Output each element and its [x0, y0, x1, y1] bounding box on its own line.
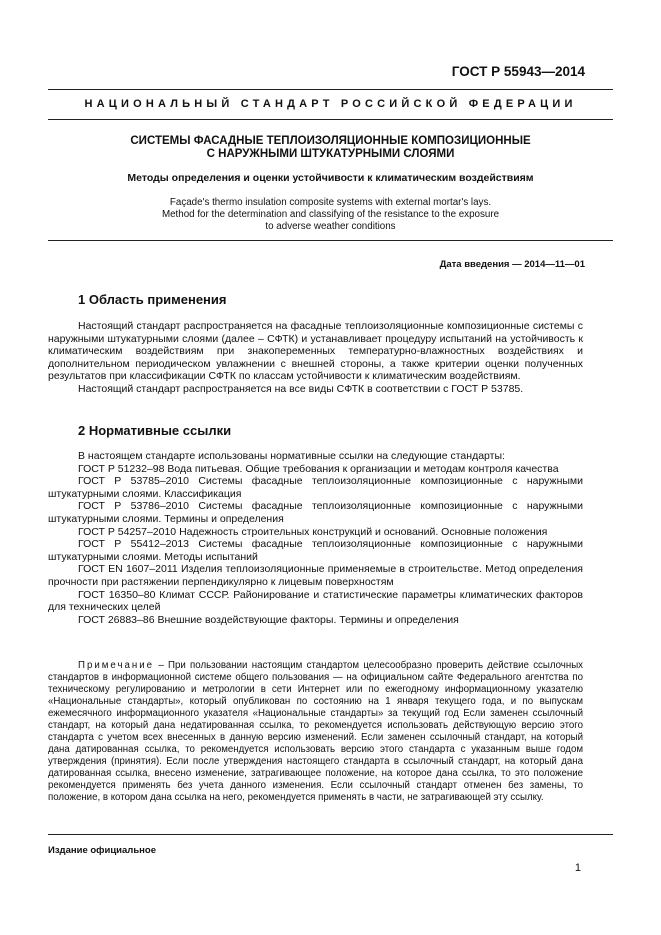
reference-item: ГОСТ Р 53786–2010 Системы фасадные теплоизоляционные композиционные с наружными штукатурными слоями. Термины и определения: [48, 500, 583, 525]
section-1-heading: 1 Область применения: [78, 292, 227, 307]
note-label: Примечание: [78, 660, 155, 671]
title-line-2: С НАРУЖНЫМИ ШТУКАТУРНЫМИ СЛОЯМИ: [206, 148, 455, 160]
header-divider: [48, 89, 613, 90]
subtitle-divider: [48, 240, 613, 241]
reference-item: ГОСТ Р 54257–2010 Надежность строительных конструкций и оснований. Основные положения: [78, 525, 548, 538]
document-subtitle: Методы определения и оценки устойчивости к климатическим воздействиям: [127, 172, 534, 184]
document-title: [48, 135, 613, 161]
note-text: – При пользовании настоящим стандартом целесообразно проверить действие ссылочных стандартов в информационной системе общего пользования — на официальном сайте Федерального агентства по техническому регулированию и метрологии в сети Интернет или по ежегодному информационному указателю «Национальные стандарты», который опубликован по состоянию на 1 января текущего года, и по выпускам ежемесячного информационного указателя «Национальные стандарты» за текущий год Если заменен ссылочный стандарт, на который дана недатированная ссылка, то рекомендуется использовать действующую версию этого стандарта с учетом всех внесенных в данную версию изменений. Если заменен ссылочный стандарт, на который дана датированная ссылка, то рекомендуется использовать версию этого стандарта с указанным выше годом утверждения (принятия). Если после утверждения настоящего стандарта в ссылочный стандарт, на который дана датированная ссылка, внесено изменение, затрагивающее положение, на которое дана ссылка, то это положение рекомендуется применять без учета данного изменения. Если ссылочный стандарт отменен без замены, то положение, в котором дана ссылка на него, рекомендуется применять в части, не затрагивающей эту ссылку.: [48, 660, 583, 803]
reference-item: ГОСТ 26883–86 Внешние воздействующие факторы. Термины и определения: [78, 613, 459, 626]
standard-header: НАЦИОНАЛЬНЫЙ СТАНДАРТ РОССИЙСКОЙ ФЕДЕРАЦИИ: [84, 98, 577, 110]
title-line-1: СИСТЕМЫ ФАСАДНЫЕ ТЕПЛОИЗОЛЯЦИОННЫЕ КОМПОЗИЦИОННЫЕ: [130, 135, 531, 147]
introduction-date: Дата введения — 2014—11—01: [439, 259, 585, 270]
footer-divider: [48, 834, 613, 835]
english-title: [48, 197, 613, 233]
section-2-intro: В настоящем стандарте использованы нормативные ссылки на следующие стандарты:: [78, 450, 505, 462]
section-1-paragraph-2: Настоящий стандарт распространяется на все виды СФТК в соответствии с ГОСТ Р 53785.: [78, 382, 524, 395]
section-2-body: [48, 450, 583, 626]
title-divider: [48, 119, 613, 120]
english-title-line-1: Façade's thermo insulation composite systems with external mortar's lays.: [169, 197, 492, 208]
reference-item: ГОСТ Р 51232–98 Вода питьевая. Общие требования к организации и методам контроля качества: [78, 462, 559, 475]
page-number: 1: [574, 862, 581, 874]
section-1-body: [48, 320, 583, 396]
reference-item: ГОСТ 16350–80 Климат СССР. Районирование и статистические параметры климатических факторов для технических целей: [48, 588, 583, 614]
reference-item: ГОСТ EN 1607–2011 Изделия теплоизоляционные применяемые в строительстве. Метод определения прочности при растяжении перпендикулярно к лицевым поверхностям: [48, 563, 583, 588]
edition-label: Издание официальное: [48, 845, 156, 856]
section-1-paragraph-1: Настоящий стандарт распространяется на фасадные теплоизоляционные композиционные системы с наружными штукатурными слоями (далее – СФТК) и устанавливает процедуру испытаний на устойчивость к климатическим воздействиям при знакопеременных температурно-влажностных воздействиях и дополнительном периодическом увлажнении с внешней стороны, а также критерии оценки полученных результатов при классификации СФТК по классам устойчивости к климатическим воздействиям.: [48, 320, 583, 383]
english-title-line-3: to adverse weather conditions: [265, 221, 396, 232]
reference-item: ГОСТ Р 53785–2010 Системы фасадные теплоизоляционные композиционные с наружными штукатурными слоями. Классификация: [48, 475, 583, 500]
english-title-line-2: Method for the determination and classifying of the resistance to the exposure: [161, 209, 500, 220]
reference-item: ГОСТ Р 55412–2013 Системы фасадные теплоизоляционные композиционные с наружными штукатурными слоями. Методы испытаний: [48, 538, 583, 563]
section-2-heading: 2 Нормативные ссылки: [78, 423, 232, 438]
reference-note: [48, 660, 583, 804]
document-number: ГОСТ Р 55943—2014: [451, 64, 585, 79]
